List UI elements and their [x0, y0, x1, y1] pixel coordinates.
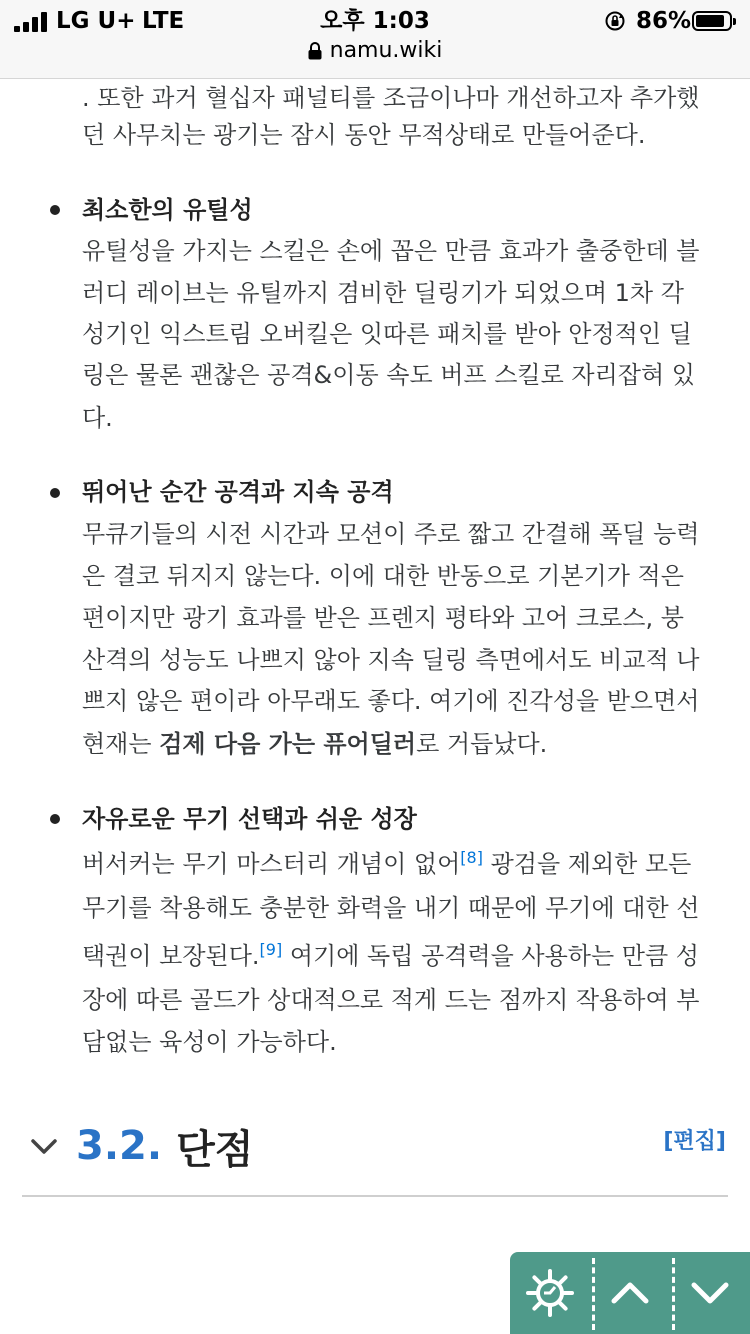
- paragraph-line: 던 사무치는 광기는 잠시 동안 무적상태로 만들어준다.: [82, 121, 646, 149]
- text-run: 현재는: [82, 730, 160, 758]
- paragraph-line: 담없는 육성이 가능하다.: [82, 1028, 337, 1056]
- chevron-down-icon: [688, 1271, 732, 1315]
- paragraph-line: 쁘지 않은 편이라 아무래도 좋다. 여기에 진각성을 받으면서: [82, 687, 700, 715]
- chevron-up-icon: [608, 1271, 652, 1315]
- network-type: LTE: [142, 8, 185, 34]
- gear-icon: [524, 1267, 576, 1319]
- status-time: 오후 1:03: [320, 8, 430, 34]
- rotation-lock-icon: [604, 10, 626, 32]
- scroll-down-button[interactable]: [670, 1252, 750, 1334]
- settings-button[interactable]: [510, 1252, 590, 1334]
- address-bar[interactable]: [0, 38, 750, 70]
- section-title: 단점: [176, 1126, 254, 1173]
- bullet-dot: [50, 488, 60, 498]
- edit-link[interactable]: [편집]: [663, 1129, 726, 1154]
- paragraph-line: 무기를 착용해도 충분한 화력을 내기 때문에 무기에 대한 선: [82, 894, 700, 922]
- paragraph-line: 무큐기들의 시전 시간과 모션이 주로 짧고 간결해 폭딜 능력: [82, 520, 700, 548]
- bullet-dot: [50, 814, 60, 824]
- url-text: namu.wiki: [329, 38, 443, 63]
- footnote-link[interactable]: [8]: [460, 848, 483, 867]
- paragraph-line: . 또한 과거 혈십자 패널티를 조금이나마 개선하고자 추가했: [82, 84, 700, 112]
- section-header[interactable]: [28, 1116, 253, 1176]
- lock-icon: [308, 42, 322, 60]
- battery-percent: 86%: [636, 8, 692, 34]
- paragraph-line: [82, 726, 547, 762]
- battery-icon: [692, 11, 732, 31]
- bold-text: 검제 다음 가는 퓨어딜러: [159, 730, 417, 758]
- paragraph-line: [82, 846, 691, 882]
- paragraph-line: [82, 938, 699, 974]
- floating-toolbar: [510, 1252, 750, 1334]
- chevron-down-icon[interactable]: [28, 1130, 60, 1162]
- paragraph-line: 은 결코 뒤지지 않는다. 이에 대한 반동으로 기본기가 적은: [82, 562, 684, 590]
- status-bar: [0, 0, 750, 79]
- paragraph-line: 러디 레이브는 유틸까지 겸비한 딜링기가 되었으며 1차 각: [82, 279, 684, 307]
- bullet-heading: 최소한의 유틸성: [82, 196, 253, 224]
- paragraph-line: 산격의 성능도 나쁘지 않아 지속 딜링 측면에서도 비교적 나: [82, 646, 700, 674]
- text-run: 광검을 제외한 모든: [482, 850, 692, 878]
- paragraph-line: 다.: [82, 404, 113, 432]
- carrier-label: LG U+: [56, 8, 136, 34]
- paragraph-line: 편이지만 광기 효과를 받은 프렌지 평타와 고어 크로스, 붕: [82, 604, 684, 632]
- paragraph-line: 성기인 익스트림 오버킬은 잇따른 패치를 받아 안정적인 딜: [82, 320, 692, 348]
- battery-fill: [696, 15, 724, 27]
- scroll-up-button[interactable]: [590, 1252, 670, 1334]
- bullet-dot: [50, 205, 60, 215]
- footnote-link[interactable]: [9]: [259, 940, 283, 959]
- paragraph-line: 링은 물론 괜찮은 공격&이동 속도 버프 스킬로 자리잡혀 있: [82, 361, 695, 389]
- text-run: 로 거듭났다.: [416, 730, 548, 758]
- paragraph-line: 유틸성을 가지는 스킬은 손에 꼽은 만큼 효과가 출중한데 블: [82, 237, 700, 265]
- text-run: 버서커는 무기 마스터리 개념이 없어: [82, 850, 461, 878]
- text-run: 택권이 보장된다.: [82, 942, 260, 970]
- text-run: 여기에 독립 공격력을 사용하는 만큼 성: [282, 942, 699, 970]
- bullet-heading: 뛰어난 순간 공격과 지속 공격: [82, 478, 394, 506]
- paragraph-line: 장에 따른 골드가 상대적으로 적게 드는 점까지 작용하여 부: [82, 986, 700, 1014]
- section-number[interactable]: 3.2.: [76, 1123, 163, 1169]
- section-divider: [22, 1195, 728, 1197]
- bullet-heading: 자유로운 무기 선택과 쉬운 성장: [82, 805, 417, 833]
